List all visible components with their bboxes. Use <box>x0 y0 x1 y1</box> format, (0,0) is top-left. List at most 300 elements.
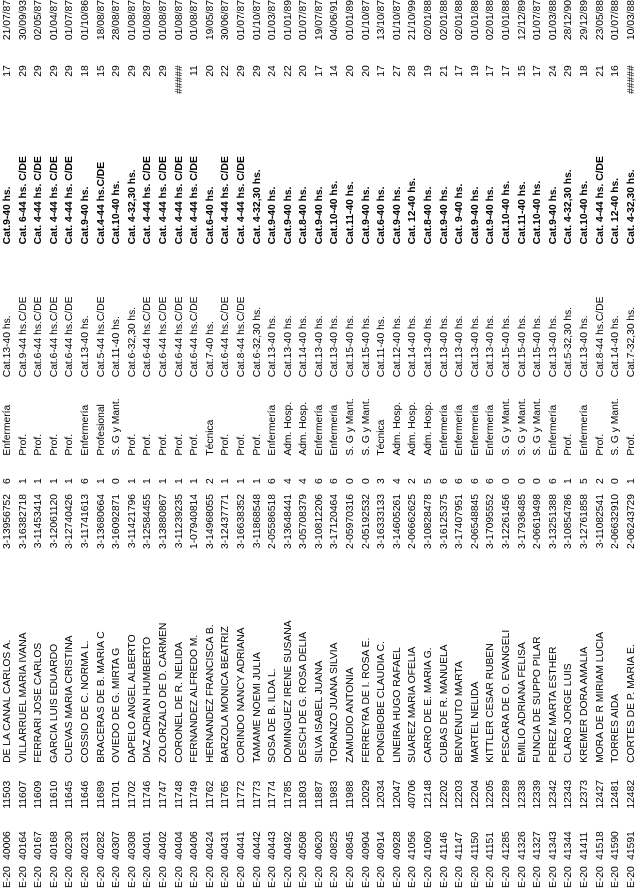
schedule-cell: Cat. 4-44 hs. C/DE <box>157 156 169 245</box>
category-cell: 1 <box>64 478 76 484</box>
date-cell: 01/03/88 <box>547 0 559 41</box>
years-cell: 24 <box>267 65 279 77</box>
sector-cell: Prof. <box>625 433 637 456</box>
name-cell: LINEIRA HUGO RAFAEL <box>391 647 403 763</box>
table-row <box>390 0 406 888</box>
code-cell: 40825 <box>329 831 341 860</box>
category-cell: 4 <box>282 478 294 484</box>
date-cell: 21/07/87 <box>2 0 13 41</box>
code-cell: 40928 <box>391 831 403 860</box>
code-cell: 40442 <box>251 831 263 860</box>
table-row <box>125 0 141 888</box>
date-cell: 01/08/87 <box>126 0 138 41</box>
number-cell: 11773 <box>251 780 263 809</box>
table-row <box>109 0 125 888</box>
years-cell: 29 <box>142 65 154 77</box>
prefix-cell: E-20 <box>126 866 138 888</box>
horario-cell: Cat.12-40 hs. <box>391 315 403 378</box>
table-row <box>452 0 468 888</box>
category-cell: 1 <box>173 478 185 484</box>
name-cell: SOSA DE B. ILDA L. <box>267 668 279 763</box>
horario-cell: Cat.8-44 hs.C/DE <box>594 296 606 378</box>
code-cell: 40231 <box>79 831 91 860</box>
name-cell: DIAZ ADRIAN HUMBERTO <box>142 636 154 763</box>
name-cell: MORA DE R MIRIAM LUCIA <box>594 631 606 763</box>
prefix-cell: E-20 <box>501 866 512 888</box>
number-cell: 11785 <box>282 780 294 809</box>
sector-cell: Prof. <box>157 433 169 456</box>
horario-cell: Cat.13-40 hs. <box>438 315 450 378</box>
prefix-cell: E-20 <box>594 866 606 888</box>
document-cell: 3-13648441 <box>282 494 294 549</box>
schedule-cell: Cat. 4-44 hs. C/DE <box>173 156 185 245</box>
date-cell: 28/08/87 <box>111 0 123 41</box>
document-cell: 3-16333133 <box>376 494 388 549</box>
sector-cell: Enfermería <box>485 404 497 456</box>
number-cell: 11503 <box>2 780 13 809</box>
number-cell: 11988 <box>345 780 357 809</box>
table-row <box>499 0 515 888</box>
schedule-cell: Cat. 4-32,30 hs. <box>251 169 263 245</box>
sector-cell: S. G y Mant. <box>345 398 357 456</box>
horario-cell: Cat.13-40 hs. <box>282 315 294 378</box>
name-cell: CUEVAS MARIA CRISTINA <box>64 635 76 763</box>
name-cell: BRACERAS DE B. MARIA C <box>95 631 107 763</box>
code-cell: 41327 <box>532 831 544 860</box>
years-cell: 17 <box>532 65 544 77</box>
category-cell: 1 <box>220 478 232 484</box>
prefix-cell: E-20 <box>391 866 403 888</box>
name-cell: OVIEDO DE G. MIRTA G <box>111 647 123 763</box>
horario-cell: Cat.5-44 hs.C/DE <box>95 296 107 378</box>
years-cell: 20 <box>345 65 357 77</box>
date-cell: 19/07/87 <box>313 0 325 41</box>
prefix-cell: E-20 <box>79 866 91 888</box>
sector-cell: Adm. Hosp. <box>282 401 294 456</box>
horario-cell: Cat.6-44 hs.C/DE <box>173 296 185 378</box>
date-cell: 02/05/87 <box>33 0 45 41</box>
document-cell: 3-11741613 <box>79 494 91 549</box>
sector-cell: S. G y Mant. <box>501 398 512 456</box>
code-cell: 41285 <box>501 831 512 860</box>
document-cell: 3-17407951 <box>454 494 466 549</box>
years-cell: 21 <box>438 65 450 77</box>
table-row <box>483 0 499 888</box>
years-cell: 11 <box>189 65 201 76</box>
category-cell: 1 <box>189 478 201 484</box>
code-cell: 41147 <box>454 831 466 860</box>
table-row <box>624 0 639 888</box>
schedule-cell: Cat. 4-32,30 hs. <box>563 169 575 245</box>
table-row <box>16 0 32 888</box>
schedule-cell: Cat.9-40 hs. <box>391 186 403 245</box>
sector-cell: Enfermería <box>547 404 559 456</box>
category-cell: 6 <box>267 478 279 484</box>
schedule-cell: Cat. 4-32,30 hs. <box>625 169 637 245</box>
document-cell: 3-10812206 <box>313 494 325 549</box>
table-row <box>515 0 531 888</box>
number-cell: 11983 <box>329 780 341 809</box>
prefix-cell: E-20 <box>423 866 435 888</box>
document-cell: 3-12584455 <box>142 494 154 549</box>
name-cell: DE LA CANAL CARLOS A. <box>2 639 13 763</box>
schedule-cell: Cat. 12-40 hs. <box>407 177 419 245</box>
prefix-cell: E-20 <box>469 866 481 888</box>
number-cell: 12343 <box>563 780 575 809</box>
horario-cell: Cat.6-44 hs.C/DE <box>48 296 60 378</box>
category-cell: 2 <box>204 478 216 484</box>
document-cell: 3-16382718 <box>17 494 29 549</box>
code-cell: 40424 <box>204 831 216 860</box>
code-cell: 40904 <box>360 831 372 860</box>
years-cell: 15 <box>516 65 528 77</box>
category-cell: 1 <box>157 478 169 484</box>
table-row <box>561 0 577 888</box>
document-cell: 2-05192532 <box>360 494 372 549</box>
name-cell: DESCH DE G. ROSA DELIA <box>298 631 310 763</box>
horario-cell: Cat.13-40 hs. <box>79 315 91 378</box>
years-cell: 17 <box>313 65 325 77</box>
schedule-cell: Cat.9-40 hs. <box>79 186 91 245</box>
horario-cell: Cat.6-44 hs.C/DE <box>157 296 169 378</box>
document-cell: 3-13251388 <box>547 494 559 549</box>
sector-cell: S. G y Mant. <box>111 398 123 456</box>
number-cell: 11645 <box>64 780 76 809</box>
number-cell: 11803 <box>298 780 310 809</box>
name-cell: EMILIO ADRIANA FELISA <box>516 642 528 763</box>
prefix-cell: E-20 <box>313 866 325 888</box>
date-cell: 01/08/87 <box>189 0 201 41</box>
category-cell: 3 <box>376 478 388 484</box>
category-cell: 6 <box>313 478 325 484</box>
sector-cell: Enfermería <box>438 404 450 456</box>
code-cell: 40308 <box>126 831 138 860</box>
document-cell: 3-16125375 <box>438 494 450 549</box>
number-cell: 11749 <box>189 780 201 809</box>
number-cell: 12029 <box>360 780 372 809</box>
years-cell: 29 <box>235 65 247 77</box>
number-cell: 12202 <box>438 780 450 809</box>
horario-cell: Cat.11-40 hs. <box>111 316 123 378</box>
date-cell: 01/07/87 <box>532 0 544 41</box>
prefix-cell: E-20 <box>33 866 45 888</box>
horario-cell: Cat.8-44 hs.C/DE <box>235 296 247 378</box>
code-cell: 41146 <box>438 831 450 860</box>
prefix-cell: E-20 <box>329 866 341 888</box>
years-cell: 19 <box>469 65 481 77</box>
date-cell: 28/12/90 <box>563 0 575 41</box>
years-cell: 17 <box>376 65 388 77</box>
category-cell: 6 <box>329 478 341 484</box>
code-cell: 40006 <box>2 831 13 860</box>
name-cell: KREMER DORA AMALIA <box>578 646 590 763</box>
name-cell: DAPELO ANGEL ALBERTO <box>126 634 138 763</box>
name-cell: KITTLER CESAR RUBEN <box>485 643 497 763</box>
category-cell: 1 <box>625 478 637 484</box>
category-cell: 0 <box>501 478 512 484</box>
category-cell: 1 <box>17 478 29 484</box>
date-cell: 02/01/88 <box>454 0 466 41</box>
horario-cell: Cat.6-44 hs.C/DE <box>33 296 45 378</box>
category-cell: 6 <box>454 478 466 484</box>
document-cell: 3-11868548 <box>251 494 263 549</box>
sector-cell: Prof. <box>189 433 201 456</box>
document-cell: 2-06548845 <box>469 494 481 549</box>
schedule-cell: Cat.10-40 hs. <box>532 180 544 245</box>
table-row <box>546 0 562 888</box>
table-row <box>312 0 328 888</box>
category-cell: 0 <box>111 478 123 484</box>
sector-cell: S. G y Mant. <box>610 398 622 456</box>
date-cell: 01/07/87 <box>298 0 310 41</box>
sector-cell: Técnica <box>376 419 388 456</box>
name-cell: CORINDO NANCY ADRIANA <box>235 627 247 763</box>
date-cell: 01/03/87 <box>267 0 279 41</box>
table-row <box>250 0 266 888</box>
code-cell: 40230 <box>64 831 76 860</box>
code-cell: 40441 <box>235 831 247 860</box>
prefix-cell: E-20 <box>485 866 497 888</box>
schedule-cell: Cat. 4-44 hs. C/DE <box>189 156 201 245</box>
table-row <box>608 0 624 888</box>
code-cell: 40620 <box>313 831 325 860</box>
horario-cell: Cat.7-32,30 hs. <box>625 306 637 378</box>
years-cell: 17 <box>454 65 466 77</box>
name-cell: PESCARA DE O. EVANGELI <box>501 629 512 763</box>
table-row <box>468 0 484 888</box>
number-cell: 12047 <box>391 780 403 809</box>
name-cell: SILVA ISABEL JUANA <box>313 660 325 763</box>
document-cell: 3-17095552 <box>485 494 497 549</box>
document-cell: 2-06662625 <box>407 494 419 549</box>
sector-cell: Enfermería <box>454 404 466 456</box>
horario-cell: Cat.15-40 hs. <box>532 315 544 378</box>
schedule-cell: Cat.6-40 hs. <box>204 186 216 245</box>
years-cell: 29 <box>48 65 60 77</box>
prefix-cell: E-20 <box>267 866 279 888</box>
schedule-cell: Cat. 4-44 hs. C/DE <box>33 156 45 245</box>
number-cell: 11702 <box>126 780 138 809</box>
code-cell: 41150 <box>469 831 481 860</box>
document-cell: 3-11421796 <box>126 494 138 549</box>
table-row <box>172 0 188 888</box>
name-cell: PEREZ MARTA ESTHER <box>547 646 559 763</box>
schedule-cell: Cat.9-40 hs. <box>313 186 325 245</box>
sector-cell: Técnica <box>204 419 216 456</box>
table-row <box>140 0 156 888</box>
table-row <box>593 0 609 888</box>
number-cell: 12373 <box>578 780 590 809</box>
years-cell: 20 <box>360 65 372 77</box>
number-cell: 11765 <box>220 780 232 809</box>
document-cell: 3-17120464 <box>329 494 341 549</box>
number-cell: 11774 <box>267 780 279 809</box>
schedule-cell: Cat.4-44 hs.C/DE <box>95 161 107 245</box>
code-cell: 40406 <box>189 831 201 860</box>
date-cell: 02/01/88 <box>423 0 435 41</box>
number-cell: 11610 <box>48 780 60 809</box>
document-cell: 3-12437771 <box>220 494 232 549</box>
prefix-cell: E-20 <box>282 866 294 888</box>
document-cell: 2-05970316 <box>345 494 357 549</box>
document-cell: 2-06632910 <box>610 494 622 549</box>
horario-cell: Cat.6-44 hs.C/DE <box>189 296 201 378</box>
prefix-cell: E-20 <box>142 866 154 888</box>
number-cell: 11609 <box>33 780 45 809</box>
horario-cell: Cat.6-44 hs.C/DE <box>220 296 232 378</box>
date-cell: 10/03/88 <box>625 0 637 41</box>
document-cell: 3-17936485 <box>516 494 528 549</box>
code-cell: 41060 <box>423 831 435 860</box>
document-cell: 3-13880867 <box>157 494 169 549</box>
horario-cell: Cat.15-40 hs. <box>501 315 512 378</box>
document-cell: 2-05586518 <box>267 494 279 549</box>
prefix-cell: E-20 <box>610 866 622 888</box>
document-cell: 3-14968055 <box>204 494 216 549</box>
table-row <box>265 0 281 888</box>
sector-cell: Prof. <box>126 433 138 456</box>
name-cell: PONGIBOBE CLAUDIA C. <box>376 641 388 763</box>
prefix-cell: E-20 <box>298 866 310 888</box>
sector-cell: Prof. <box>48 433 60 456</box>
prefix-cell: E-20 <box>516 866 528 888</box>
category-cell: 6 <box>485 478 497 484</box>
number-cell: 11746 <box>142 780 154 809</box>
document-cell: 3-14605261 <box>391 494 403 549</box>
schedule-cell: Cat. 4-44 hs. C/DE <box>142 156 154 245</box>
years-cell: 29 <box>251 65 263 77</box>
code-cell: 40167 <box>33 831 45 860</box>
table-row <box>359 0 375 888</box>
prefix-cell: E-20 <box>454 866 466 888</box>
schedule-cell: Cat.8-40 hs. <box>298 186 310 245</box>
category-cell: 5 <box>423 478 435 484</box>
document-cell: 3-10854786 <box>563 494 575 549</box>
code-cell: 41343 <box>547 831 559 860</box>
number-cell: 12205 <box>485 780 497 809</box>
date-cell: 12/12/89 <box>516 0 528 41</box>
sector-cell: S. G y Mant. <box>360 398 372 456</box>
prefix-cell: E-20 <box>17 866 29 888</box>
code-cell: 40431 <box>220 831 232 860</box>
table-row <box>156 0 172 888</box>
name-cell: BENVENUTO MARTA <box>454 661 466 763</box>
horario-cell: Cat.15-40 hs. <box>360 315 372 378</box>
schedule-cell: Cat. 9-40 hs. <box>454 183 466 245</box>
sector-cell: Enfermería <box>79 404 91 456</box>
schedule-cell: Cat.10-40 hs. <box>578 180 590 245</box>
category-cell: 2 <box>594 478 606 484</box>
date-cell: 04/06/91 <box>329 0 341 41</box>
schedule-cell: Cat. 4-44 hs. C/DE <box>594 156 606 245</box>
years-cell: 17 <box>485 65 497 77</box>
table-row <box>234 0 250 888</box>
number-cell: 12482 <box>625 780 637 809</box>
name-cell: COSSIO DE C. NORMA L. <box>79 640 91 763</box>
years-cell: 27 <box>391 65 403 77</box>
sector-cell: Enfermería <box>267 404 279 456</box>
category-cell: 6 <box>469 478 481 484</box>
date-cell: 01/01/89 <box>345 0 357 41</box>
date-cell: 23/05/88 <box>594 0 606 41</box>
code-cell: 40307 <box>111 831 123 860</box>
horario-cell: Cat.11-40 hs. <box>376 316 388 378</box>
schedule-cell: Cat.8-40 hs. <box>423 186 435 245</box>
date-cell: 21/10/99 <box>407 0 419 41</box>
years-cell: 20 <box>298 65 310 77</box>
table-row <box>31 0 47 888</box>
sector-cell: Prof. <box>142 433 154 456</box>
number-cell: 12034 <box>376 780 388 809</box>
category-cell: 0 <box>516 478 528 484</box>
name-cell: TORRES AIDA <box>610 693 622 763</box>
name-cell: FERREYRA DE I. ROSA E. <box>360 637 372 763</box>
sector-cell: Prof. <box>563 433 575 456</box>
prefix-cell: E-20 <box>563 866 575 888</box>
years-cell: 29 <box>563 65 575 77</box>
code-cell: 41591 <box>625 831 637 860</box>
name-cell: TORANZO JUANA SILVIA <box>329 642 341 763</box>
code-cell: 40914 <box>376 831 388 860</box>
schedule-cell: Cat. 6-44 hs. C/DE <box>17 156 29 245</box>
code-cell: 41411 <box>578 831 590 860</box>
date-cell: 01/07/87 <box>64 0 76 41</box>
sector-cell: Enfermería <box>2 404 13 456</box>
years-cell: 29 <box>17 65 29 77</box>
code-cell: 40404 <box>173 831 185 860</box>
schedule-cell: Cat.11-40 hs. <box>516 181 528 245</box>
schedule-cell: Cat. 4-44 hs. C/DE <box>64 156 76 245</box>
category-cell: 6 <box>79 478 91 484</box>
code-cell: 40492 <box>282 831 294 860</box>
date-cell: 01/01/89 <box>282 0 294 41</box>
table-row <box>94 0 110 888</box>
prefix-cell: E-20 <box>625 866 637 888</box>
number-cell: 40706 <box>407 780 419 809</box>
prefix-cell: E-20 <box>220 866 232 888</box>
years-cell: ##### <box>173 65 185 94</box>
horario-cell: Cat.14-40 hs. <box>407 315 419 378</box>
number-cell: 11748 <box>173 780 185 809</box>
number-cell: 12339 <box>532 780 544 809</box>
category-cell: 1 <box>251 478 263 484</box>
prefix-cell: E-20 <box>578 866 590 888</box>
prefix-cell: E-20 <box>532 866 544 888</box>
years-cell: 17 <box>2 65 13 77</box>
category-cell: 0 <box>610 478 622 484</box>
prefix-cell: E-20 <box>189 866 201 888</box>
table-row <box>530 0 546 888</box>
date-cell: 01/10/87 <box>360 0 372 41</box>
sector-cell: Prof. <box>220 433 232 456</box>
sector-cell: Prof. <box>173 433 185 456</box>
name-cell: BARZOLA MONICA BEATRIZ <box>220 626 232 763</box>
code-cell: 41056 <box>407 831 419 860</box>
schedule-cell: Cat.6-40 hs. <box>376 186 388 245</box>
horario-cell: Cat.13-40 hs. <box>578 315 590 378</box>
years-cell: 29 <box>64 65 76 77</box>
horario-cell: Cat.15-40 hs. <box>516 315 528 378</box>
table-row <box>327 0 343 888</box>
table-row <box>405 0 421 888</box>
document-cell: 3-11453414 <box>33 494 45 549</box>
document-cell: 3-10828478 <box>423 494 435 549</box>
number-cell: 11762 <box>204 780 216 809</box>
date-cell: 01/08/87 <box>157 0 169 41</box>
date-cell: 01/01/88 <box>501 0 512 41</box>
years-cell: 24 <box>547 65 559 77</box>
document-cell: 1-07940814 <box>189 494 201 549</box>
